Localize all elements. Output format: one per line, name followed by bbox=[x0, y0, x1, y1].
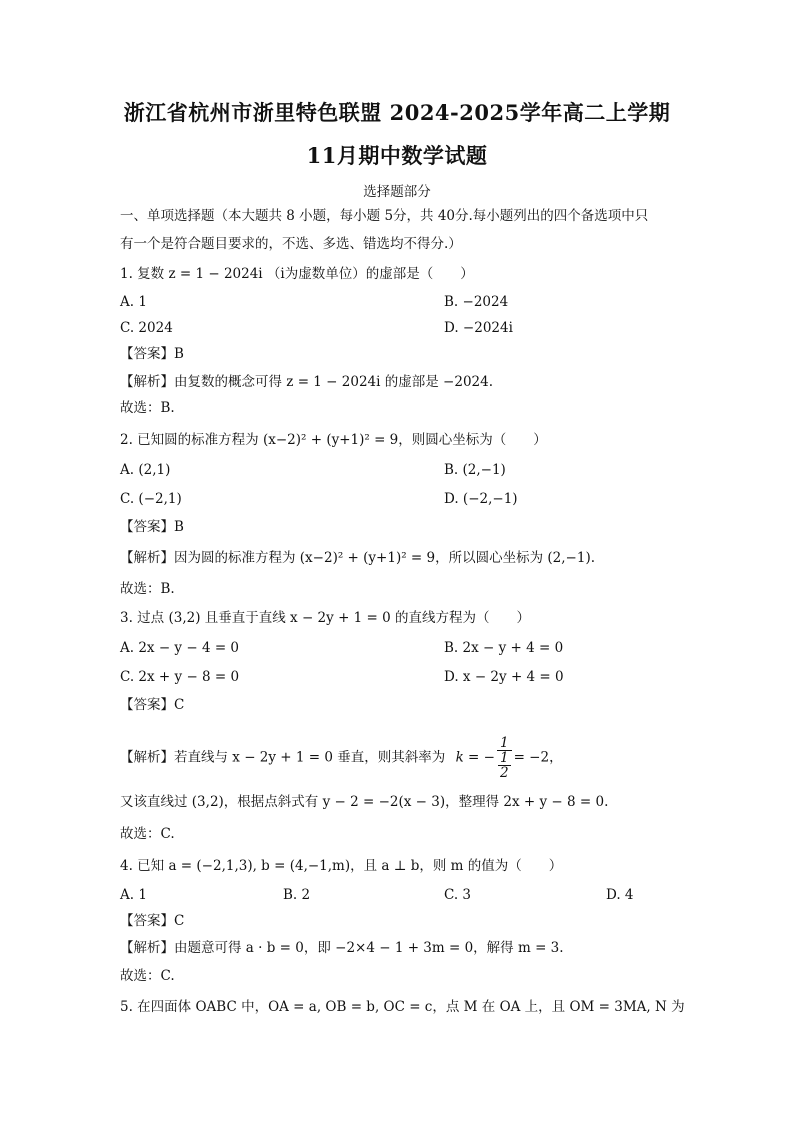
q3-option-b: B. 2x − y + 4 = 0 bbox=[444, 640, 564, 656]
q3-slope-k: k = − bbox=[455, 749, 495, 766]
q2-option-c: C. (−2,1) bbox=[120, 491, 182, 507]
q4-option-b: B. 2 bbox=[283, 887, 311, 903]
q3-option-d: D. x − 2y + 4 = 0 bbox=[444, 669, 564, 685]
section-heading: 选择题部分 bbox=[363, 184, 431, 200]
q3-slope-expression bbox=[456, 736, 563, 780]
q2-option-d: D. (−2,−1) bbox=[444, 491, 518, 507]
q4-answer: 【答案】C bbox=[120, 913, 185, 929]
q3-slope-result: = −2， bbox=[513, 749, 563, 766]
q4-option-c: C. 3 bbox=[444, 887, 472, 903]
q3-inner-numerator: 1 bbox=[499, 750, 509, 766]
q4-analysis: 【解析】由题意可得 a · b = 0，即 −2×4 − 1 + 3m = 0，解得 m = 3. bbox=[120, 940, 564, 956]
q1-option-d: D. −2024i bbox=[444, 320, 513, 336]
q2-option-b: B. (2,−1) bbox=[444, 462, 506, 478]
q3-slope-fraction bbox=[497, 736, 512, 780]
intro-line-2: 有一个是符合题目要求的，不选、多选、错选均不得分.） bbox=[120, 236, 462, 252]
q3-inner-denominator: 2 bbox=[499, 765, 509, 781]
q3-stem: 3. 过点 (3,2) 且垂直于直线 x − 2y + 1 = 0 的直线方程为（ ） bbox=[120, 610, 531, 626]
q3-fraction-numerator: 1 bbox=[497, 736, 512, 751]
q5-stem: 5. 在四面体 OABC 中，OA = a, OB = b, OC = c，点 M 在 OA 上，且 OM = 3MA, N 为 bbox=[120, 999, 685, 1015]
q3-answer: 【答案】C bbox=[120, 697, 185, 713]
q2-conclusion: 故选：B. bbox=[120, 581, 175, 597]
q1-option-a: A. 1 bbox=[120, 294, 147, 310]
title-line-1: 浙江省杭州市浙里特色联盟 2024-2025学年高二上学期 bbox=[123, 100, 671, 125]
q2-option-a: A. (2,1) bbox=[120, 462, 171, 478]
q4-option-a: A. 1 bbox=[120, 887, 147, 903]
q2-analysis: 【解析】因为圆的标准方程为 (x−2)² + (y+1)² = 9，所以圆心坐标为 (2,−1). bbox=[120, 550, 595, 566]
title-line-2: 11月期中数学试题 bbox=[306, 143, 488, 168]
q3-analysis-line-2: 又该直线过 (3,2)，根据点斜式有 y − 2 = −2(x − 3)，整理得 2x + y − 8 = 0. bbox=[120, 794, 609, 810]
q1-stem: 1. 复数 z = 1 − 2024i （i为虚数单位）的虚部是（ ） bbox=[120, 266, 474, 282]
q4-option-d: D. 4 bbox=[606, 887, 634, 903]
q1-option-b: B. −2024 bbox=[444, 294, 509, 310]
q1-option-c: C. 2024 bbox=[120, 320, 173, 336]
q4-conclusion: 故选：C. bbox=[120, 968, 175, 984]
q1-conclusion: 故选：B. bbox=[120, 400, 175, 416]
q4-stem: 4. 已知 a = (−2,1,3), b = (4,−1,m)，且 a ⊥ b，则 m 的值为（ ） bbox=[120, 858, 563, 874]
q3-option-c: C. 2x + y − 8 = 0 bbox=[120, 669, 240, 685]
q3-option-a: A. 2x − y − 4 = 0 bbox=[120, 640, 240, 656]
q3-analysis-pre: 【解析】若直线与 x − 2y + 1 = 0 垂直，则其斜率为 bbox=[120, 749, 446, 766]
q3-conclusion: 故选：C. bbox=[120, 826, 175, 842]
q3-analysis-line-1 bbox=[120, 736, 563, 780]
q3-inner-fraction bbox=[498, 751, 511, 780]
intro-line-1: 一、单项选择题（本大题共 8 小题，每小题 5分，共 40分.每小题列出的四个备选项中只 bbox=[120, 208, 649, 224]
q1-analysis: 【解析】由复数的概念可得 z = 1 − 2024i 的虚部是 −2024. bbox=[120, 374, 493, 390]
q1-answer: 【答案】B bbox=[120, 346, 184, 362]
q2-stem: 2. 已知圆的标准方程为 (x−2)² + (y+1)² = 9，则圆心坐标为（ ） bbox=[120, 432, 547, 448]
q3-fraction-denominator bbox=[497, 751, 512, 780]
q2-answer: 【答案】B bbox=[120, 519, 184, 535]
